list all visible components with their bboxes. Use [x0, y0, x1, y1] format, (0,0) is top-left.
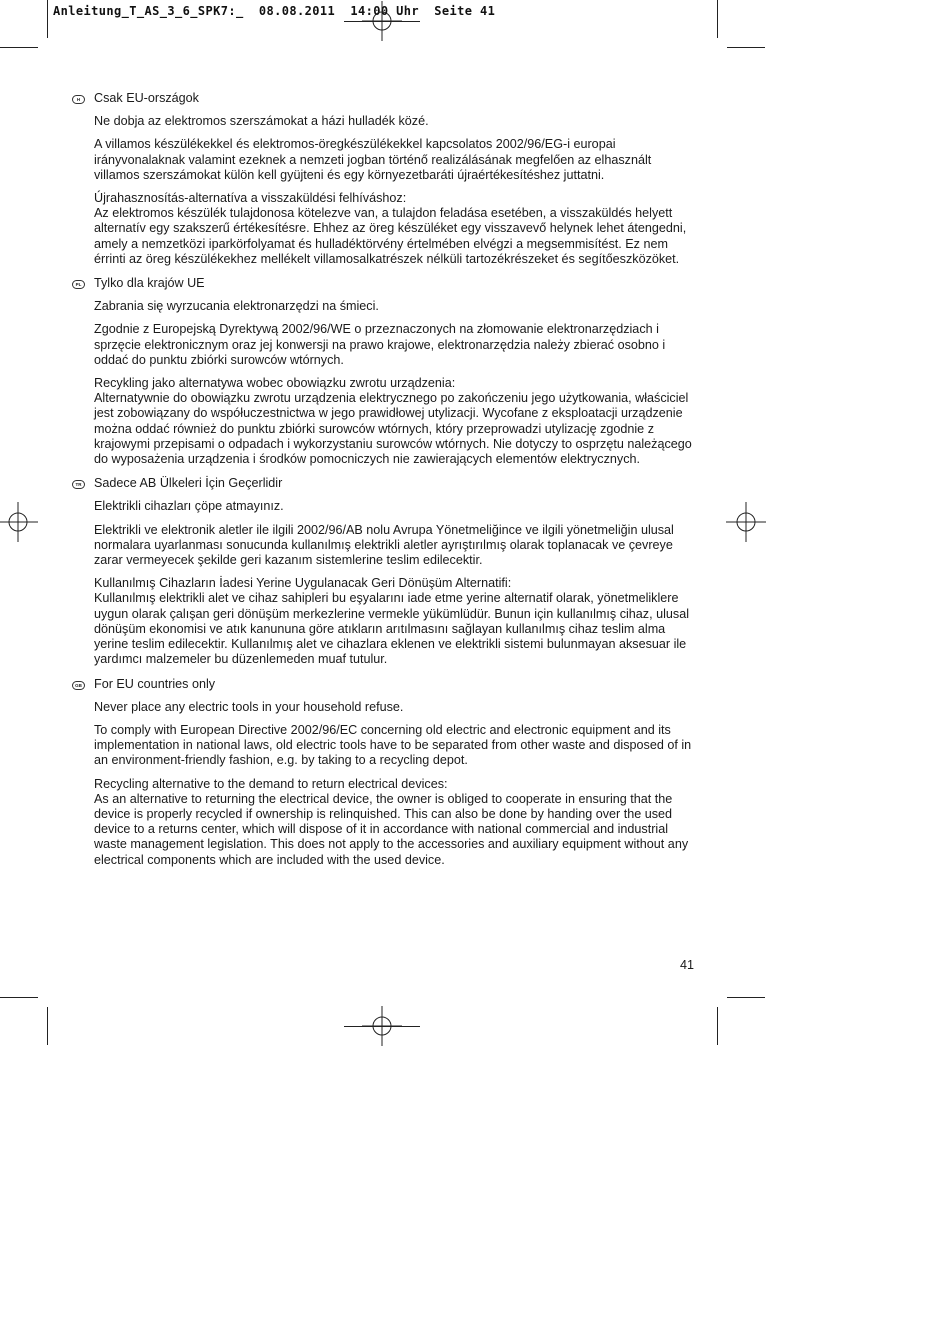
section-title: Csak EU-országok	[94, 91, 199, 105]
section-title: Sadece AB Ülkeleri İçin Geçerlidir	[94, 476, 283, 491]
paragraph: Elektrikli cihazları çöpe atmayınız.	[94, 499, 284, 514]
subheading: Recykling jako alternatywa wobec obowiązku zwrotu urządzenia:	[94, 376, 456, 391]
country-code-badge: TR	[72, 480, 85, 489]
paragraph: Never place any electric tools in your household refuse.	[94, 699, 404, 714]
crop-mark	[727, 997, 765, 998]
paragraph: Zabrania się wyrzucania elektronarzędzi na śmieci.	[94, 299, 379, 314]
paragraph: Alternatywnie do obowiązku zwrotu urządzenia elektrycznego po zakończeniu jego użytkowania, właściciel jest zobowiązany do współuczestnictwa w jego prawidłowej utylizacji. Wycofane z eksploatacji urządzenie można oddać również do punktu zbiórki surowców wtórnych, który przeprowadzi utylizację zgodnie z krajowymi przepisami o odpadach i wykorzystaniu surowców wtórnych. Nie dotyczy to osprzętu należącego do wyposażenia urządzenia i środków pomocniczych nie zawierających elementów elektrycznych.	[94, 391, 692, 467]
registration-line	[344, 1026, 420, 1027]
section-polish	[72, 275, 692, 467]
registration-mark-left-icon	[0, 502, 38, 542]
section-hungarian	[72, 90, 692, 267]
document-body	[72, 90, 692, 876]
paragraph: Elektrikli ve elektronik aletler ile ilgili 2002/96/AB nolu Avrupa Yönetmeliğince ve ilgili yönetmeliğin ulusal normalara uyarlanması sonucunda kullanılmış elektrikli aletler ayrıştırılmış olarak toplanacak ve çevreye zarar vermeyecek şekilde geri kazanım sistemlerine teslim edilecektir.	[94, 522, 674, 568]
crop-mark	[47, 0, 48, 38]
crop-mark	[0, 47, 38, 48]
crop-mark	[717, 1007, 718, 1045]
country-code-badge: H	[72, 95, 85, 104]
section-title: Tylko dla krajów UE	[94, 276, 205, 291]
registration-mark-right-icon	[726, 502, 766, 542]
paragraph: Az elektromos készülék tulajdonosa kötelezve van, a tulajdon feladása esetében, a visszaküldés helyett alternatív egy szakszerű értékesítésre. Ehhez az öreg készüléket egy visszavevő helynek lehet átengedni, amely a nemzetközi iparkörfolyamat és hulladéktörvény értelmében elvégzi a megsemmisítést. Ez nem érrinti az öreg készülékekhez mellékelt villamosalkatrészek nélküli tartozékrészeket és segítőeszközöket.	[94, 206, 687, 266]
registration-line	[344, 21, 420, 22]
subheading: Kullanılmış Cihazların İadesi Yerine Uygulanacak Geri Dönüşüm Alternatifi:	[94, 576, 512, 591]
section-turkish	[72, 475, 692, 667]
crop-mark	[47, 1007, 48, 1045]
crop-mark	[717, 0, 718, 38]
section-title: For EU countries only	[94, 676, 216, 691]
paragraph: Kullanılmış elektrikli alet ve cihaz sahipleri bu eşyalarını iade etme yerine alternatif olarak, yönetmeliklere uygun olarak çalışan geri dönüşüm merkezlerine vermekle yükümlüdür. Bunun için kullanılmış cihaz, ulusal dönüşüm ekonomisi ve atık kanununa göre atıkların arıtılmasını sağlayan kullanılmış cihaz teslim alma yerine teslim edilecektir. Kullanılmış alet ve cihazlara eklenen ve elektrikli sistemi bulunmayan aksesuar ile yardımcı malzemeler bu düzenlemeden muaf tutulur.	[94, 591, 689, 667]
country-code-badge: PL	[72, 280, 85, 289]
page-number: 41	[679, 958, 694, 972]
crop-mark	[727, 47, 765, 48]
subheading: Recycling alternative to the demand to return electrical devices:	[94, 776, 448, 791]
country-code-badge: GB	[72, 681, 85, 690]
paragraph: Ne dobja az elektromos szerszámokat a házi hulladék közé.	[94, 114, 429, 129]
paragraph: As an alternative to returning the electrical device, the owner is obliged to cooperate in ensuring that the device is properly recycled if ownership is relinquished. This can also be done by handing over the used device to a returns center, which will dispose of it in accordance with national commercial and industrial waste management legislation. This does not apply to the accessories and auxiliary equipment without any electrical components which are included with the used device.	[94, 791, 689, 867]
paragraph: A villamos készülékekkel és elektromos-öregkészülékekkel kapcsolatos 2002/96/EG-i europai irányvonalaknak valamint ezeknek a nemzeti jogban történő realizálásának megfelően az elhasznált villamos szerszámokat külön kell gyüjteni és egy környezetbaráti újraértékesítéshez juttatni.	[94, 137, 652, 182]
paragraph: To comply with European Directive 2002/96/EC concerning old electric and electronic equipment and its implementation in national laws, old electric tools have to be separated from other waste and disposed of in an environment-friendly fashion, e.g. by taking to a recycling depot.	[94, 722, 692, 768]
paragraph: Zgodnie z Europejską Dyrektywą 2002/96/WE o przeznaczonych na złomowanie elektronarzędziach i sprzęcie elektronicznym oraz jej konwersji na prawo krajowe, elektronarzędzia należy zbierać osobno i oddać do punktu zbiórki surowców wtórnych.	[94, 322, 666, 367]
print-slug-header: Anleitung_T_AS_3_6_SPK7:_ 08.08.2011 14:00 Uhr Seite 41	[53, 4, 496, 18]
subheading: Újrahasznosítás-alternatíva a visszaküldési felhíváshoz:	[94, 191, 407, 206]
crop-mark	[0, 997, 38, 998]
section-english	[72, 676, 692, 868]
